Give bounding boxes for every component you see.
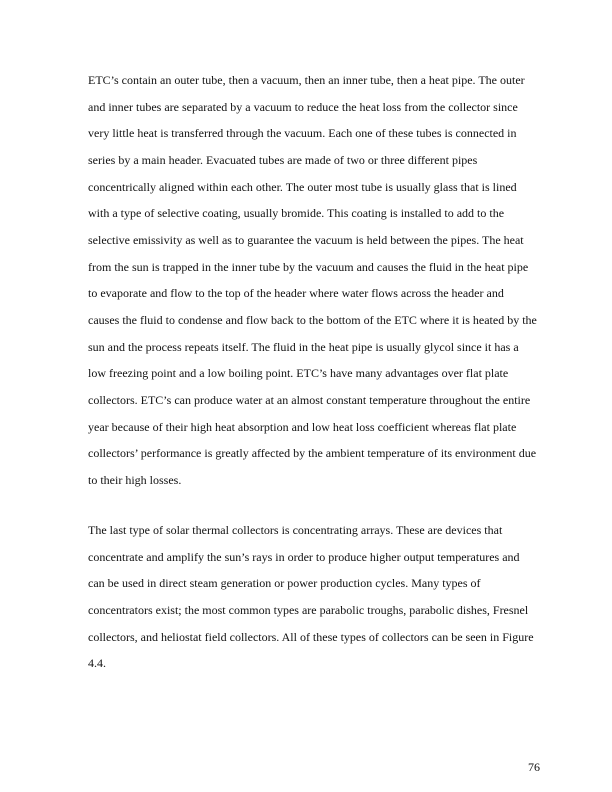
text-line: from the sun is trapped in the inner tube by the vacuum and causes the fluid in the heat pipe	[88, 259, 529, 274]
text-line: concentrators exist; the most common types are parabolic troughs, parabolic dishes, Fresnel	[88, 602, 529, 617]
text-line: selective emissivity as well as to guarantee the vacuum is held between the pipes. The heat	[88, 232, 524, 247]
text-line: The last type of solar thermal collectors is concentrating arrays. These are devices that	[88, 523, 503, 537]
text-line: can be used in direct steam generation or power production cycles. Many types of	[88, 576, 481, 591]
text-line: to their high losses.	[88, 472, 182, 487]
text-line: concentrate and amplify the sun’s rays in order to produce higher output temperatures and	[88, 549, 520, 564]
text-line: low freezing point and a low boiling point. ETC’s have many advantages over flat plate	[88, 366, 509, 381]
text-line: causes the fluid to condense and flow back to the bottom of the ETC where it is heated by the	[88, 312, 537, 327]
text-line: collectors. ETC’s can produce water at an almost constant temperature throughout the entire	[88, 392, 531, 407]
text-line: ETC’s contain an outer tube, then a vacuum, then an inner tube, then a heat pipe. The outer	[88, 73, 525, 87]
text-line: and inner tubes are separated by a vacuum to reduce the heat loss from the collector since	[88, 99, 518, 114]
paragraph-evacuated-tube-collectors	[88, 67, 548, 494]
text-line: concentrically aligned within each other. The outer most tube is usually glass that is lined	[88, 179, 517, 194]
paragraph-concentrating-arrays	[88, 517, 548, 677]
page-number: 76	[528, 760, 540, 774]
text-line: to evaporate and flow to the top of the header where water flows across the header and	[88, 286, 504, 301]
text-line: with a type of selective coating, usually bromide. This coating is installed to add to the	[88, 206, 505, 221]
text-line: very little heat is transferred through the vacuum. Each one of these tubes is connected in	[88, 126, 517, 141]
text-line: series by a main header. Evacuated tubes are made of two or three different pipes	[88, 152, 478, 167]
text-line: year because of their high heat absorption and low heat loss coefficient whereas flat plate	[88, 419, 517, 434]
text-line: 4.4.	[88, 656, 106, 671]
text-line: collectors’ performance is greatly affected by the ambient temperature of its environment due	[88, 446, 537, 461]
text-line: collectors, and heliostat field collectors. All of these types of collectors can be seen in Figure	[88, 629, 534, 644]
text-line: sun and the process repeats itself. The fluid in the heat pipe is usually glycol since it has a	[88, 339, 519, 354]
